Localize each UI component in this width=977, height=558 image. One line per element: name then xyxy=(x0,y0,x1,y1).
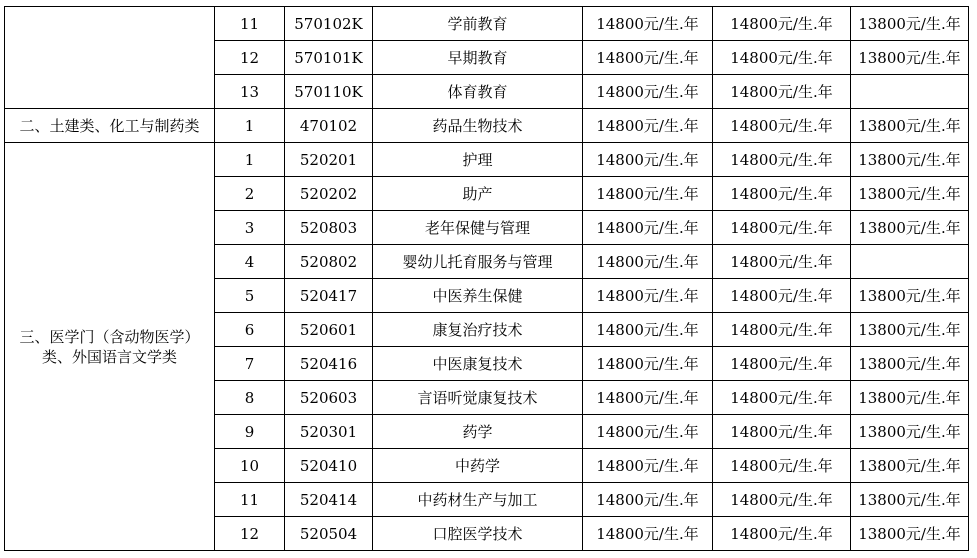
fee-column-3: 13800元/生.年 xyxy=(851,109,969,143)
category-label-line-2: 类、外国语言文学类 xyxy=(41,347,177,366)
fee-column-1: 14800元/生.年 xyxy=(583,313,713,347)
category-cell-medical-language xyxy=(5,143,215,551)
fee-column-3: 13800元/生.年 xyxy=(851,381,969,415)
fee-column-1: 14800元/生.年 xyxy=(583,381,713,415)
fee-column-2: 14800元/生.年 xyxy=(713,381,851,415)
fee-column-1: 14800元/生.年 xyxy=(583,41,713,75)
fee-column-1: 14800元/生.年 xyxy=(583,517,713,551)
category-label-line-1: 三、医学门（含动物医学） xyxy=(19,327,200,346)
category-cell-continued xyxy=(5,7,215,109)
fee-column-3: 13800元/生.年 xyxy=(851,347,969,381)
major-code: 570101K xyxy=(285,41,373,75)
fee-column-3: 13800元/生.年 xyxy=(851,415,969,449)
fee-column-2: 14800元/生.年 xyxy=(713,41,851,75)
fee-column-2: 14800元/生.年 xyxy=(713,347,851,381)
major-code: 520802 xyxy=(285,245,373,279)
major-code: 520201 xyxy=(285,143,373,177)
tuition-fee-table xyxy=(4,6,969,551)
fee-column-1: 14800元/生.年 xyxy=(583,279,713,313)
fee-column-2: 14800元/生.年 xyxy=(713,245,851,279)
row-number: 1 xyxy=(215,109,285,143)
fee-column-1: 14800元/生.年 xyxy=(583,177,713,211)
major-name: 中医养生保健 xyxy=(373,279,583,313)
fee-column-1: 14800元/生.年 xyxy=(583,75,713,109)
major-name: 康复治疗技术 xyxy=(373,313,583,347)
row-number: 7 xyxy=(215,347,285,381)
row-number: 8 xyxy=(215,381,285,415)
row-number: 11 xyxy=(215,7,285,41)
major-code: 520803 xyxy=(285,211,373,245)
fee-column-1: 14800元/生.年 xyxy=(583,245,713,279)
row-number: 11 xyxy=(215,483,285,517)
table-body xyxy=(5,7,969,551)
major-code: 520410 xyxy=(285,449,373,483)
fee-column-2: 14800元/生.年 xyxy=(713,415,851,449)
fee-column-2: 14800元/生.年 xyxy=(713,177,851,211)
major-code: 520202 xyxy=(285,177,373,211)
major-name: 中药材生产与加工 xyxy=(373,483,583,517)
major-name: 婴幼儿托育服务与管理 xyxy=(373,245,583,279)
fee-column-3: 13800元/生.年 xyxy=(851,7,969,41)
major-name: 药学 xyxy=(373,415,583,449)
fee-column-3: 13800元/生.年 xyxy=(851,143,969,177)
fee-column-3: 13800元/生.年 xyxy=(851,483,969,517)
fee-column-2: 14800元/生.年 xyxy=(713,517,851,551)
row-number: 6 xyxy=(215,313,285,347)
major-code: 520416 xyxy=(285,347,373,381)
major-name: 言语听觉康复技术 xyxy=(373,381,583,415)
major-name: 护理 xyxy=(373,143,583,177)
fee-column-1: 14800元/生.年 xyxy=(583,7,713,41)
major-name: 老年保健与管理 xyxy=(373,211,583,245)
row-number: 9 xyxy=(215,415,285,449)
fee-column-2: 14800元/生.年 xyxy=(713,75,851,109)
fee-column-3: 13800元/生.年 xyxy=(851,313,969,347)
major-code: 520601 xyxy=(285,313,373,347)
fee-column-3: 13800元/生.年 xyxy=(851,517,969,551)
fee-column-1: 14800元/生.年 xyxy=(583,415,713,449)
major-code: 520504 xyxy=(285,517,373,551)
fee-column-2: 14800元/生.年 xyxy=(713,211,851,245)
row-number: 12 xyxy=(215,517,285,551)
major-name: 早期教育 xyxy=(373,41,583,75)
category-cell-construction-chemical: 二、土建类、化工与制药类 xyxy=(5,109,215,143)
row-number: 10 xyxy=(215,449,285,483)
fee-column-2: 14800元/生.年 xyxy=(713,313,851,347)
fee-column-3: 13800元/生.年 xyxy=(851,279,969,313)
major-name: 中医康复技术 xyxy=(373,347,583,381)
row-number: 13 xyxy=(215,75,285,109)
fee-column-2: 14800元/生.年 xyxy=(713,483,851,517)
fee-column-2: 14800元/生.年 xyxy=(713,143,851,177)
fee-column-2: 14800元/生.年 xyxy=(713,109,851,143)
major-code: 520301 xyxy=(285,415,373,449)
fee-column-3: 13800元/生.年 xyxy=(851,177,969,211)
table-row xyxy=(5,143,969,177)
fee-column-1: 14800元/生.年 xyxy=(583,449,713,483)
fee-column-2: 14800元/生.年 xyxy=(713,279,851,313)
table-row xyxy=(5,109,969,143)
major-name: 体育教育 xyxy=(373,75,583,109)
fee-column-1: 14800元/生.年 xyxy=(583,347,713,381)
table-row xyxy=(5,7,969,41)
fee-column-3 xyxy=(851,75,969,109)
major-code: 470102 xyxy=(285,109,373,143)
row-number: 12 xyxy=(215,41,285,75)
major-name: 药品生物技术 xyxy=(373,109,583,143)
major-code: 570110K xyxy=(285,75,373,109)
row-number: 1 xyxy=(215,143,285,177)
major-name: 助产 xyxy=(373,177,583,211)
row-number: 3 xyxy=(215,211,285,245)
fee-column-1: 14800元/生.年 xyxy=(583,211,713,245)
fee-column-1: 14800元/生.年 xyxy=(583,143,713,177)
fee-column-2: 14800元/生.年 xyxy=(713,7,851,41)
major-name: 中药学 xyxy=(373,449,583,483)
fee-column-3: 13800元/生.年 xyxy=(851,41,969,75)
fee-column-1: 14800元/生.年 xyxy=(583,109,713,143)
major-code: 570102K xyxy=(285,7,373,41)
major-name: 口腔医学技术 xyxy=(373,517,583,551)
fee-column-2: 14800元/生.年 xyxy=(713,449,851,483)
fee-column-3 xyxy=(851,245,969,279)
fee-column-3: 13800元/生.年 xyxy=(851,449,969,483)
major-code: 520603 xyxy=(285,381,373,415)
row-number: 2 xyxy=(215,177,285,211)
row-number: 4 xyxy=(215,245,285,279)
major-code: 520417 xyxy=(285,279,373,313)
major-code: 520414 xyxy=(285,483,373,517)
fee-column-3: 13800元/生.年 xyxy=(851,211,969,245)
row-number: 5 xyxy=(215,279,285,313)
major-name: 学前教育 xyxy=(373,7,583,41)
fee-column-1: 14800元/生.年 xyxy=(583,483,713,517)
